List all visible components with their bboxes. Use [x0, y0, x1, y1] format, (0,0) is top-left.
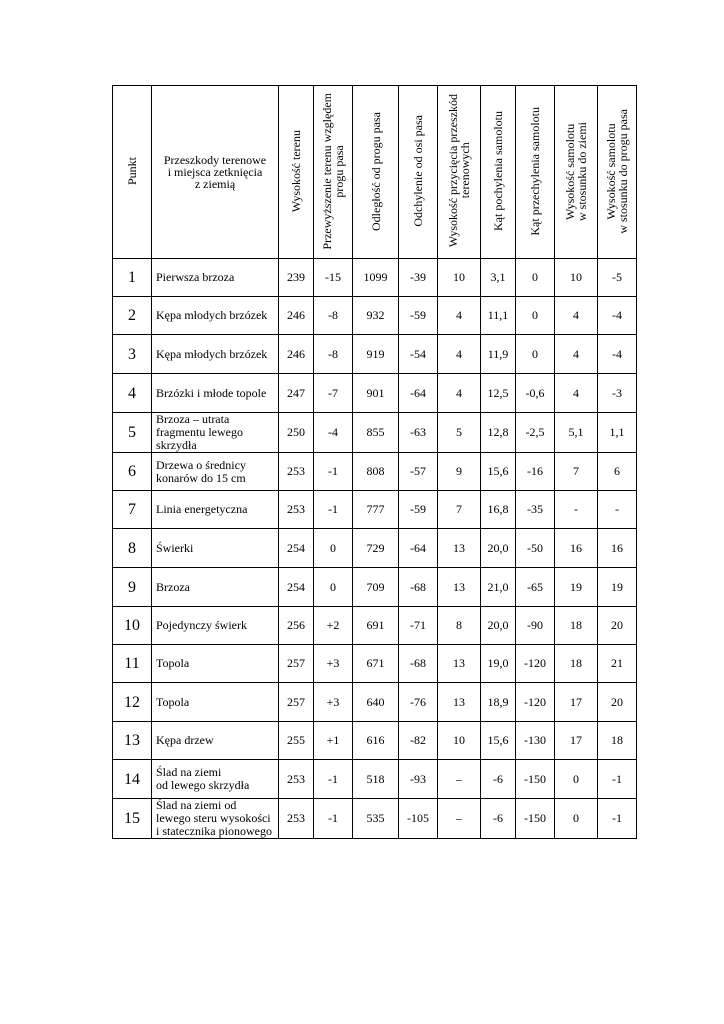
cell-wys-prog: -3	[598, 374, 637, 413]
header-wys-sam-prog	[598, 86, 637, 259]
cell-punkt: 9	[113, 568, 152, 607]
cell-wys-prog: 16	[598, 529, 637, 568]
header-wysokosc-przyciecia	[438, 86, 481, 259]
cell-przyciecie: 4	[438, 335, 481, 374]
cell-nazwa: Linia energetyczna	[152, 491, 279, 529]
cell-nazwa: Kępa młodych brzózek	[152, 335, 279, 374]
table-row	[113, 683, 637, 722]
header-przewyzszenie-label: Przewyższenie terenu względem progu pasa	[320, 92, 346, 250]
cell-punkt: 13	[113, 722, 152, 760]
cell-wysokosc: 253	[279, 453, 314, 491]
cell-punkt: 11	[113, 645, 152, 683]
cell-odchylenie: -68	[399, 645, 438, 683]
cell-pochylenie: 11,9	[481, 335, 516, 374]
cell-nazwa: Świerki	[152, 529, 279, 568]
cell-wys-ziemia: 7	[555, 453, 598, 491]
cell-wysokosc: 250	[279, 413, 314, 453]
cell-pochylenie: 21,0	[481, 568, 516, 607]
header-odleglosc	[353, 86, 399, 259]
cell-wysokosc: 253	[279, 760, 314, 799]
cell-wys-ziemia: -	[555, 491, 598, 529]
cell-pochylenie: 20,0	[481, 529, 516, 568]
header-kat-pochylenia-label: Kąt pochylenia samolotu	[491, 111, 505, 231]
table-row	[113, 607, 637, 645]
header-punkt	[113, 86, 152, 259]
cell-przyciecie: 10	[438, 259, 481, 297]
cell-nazwa: Ślad na ziemi od lewego skrzydła	[152, 760, 279, 799]
cell-nazwa: Brzoza – utrata fragmentu lewego skrzydła	[152, 413, 279, 453]
cell-przewyzszenie: -8	[314, 335, 353, 374]
cell-przyciecie: 4	[438, 297, 481, 335]
cell-pochylenie: 20,0	[481, 607, 516, 645]
cell-odchylenie: -93	[399, 760, 438, 799]
cell-pochylenie: 15,6	[481, 722, 516, 760]
table-row	[113, 491, 637, 529]
cell-wys-prog: -4	[598, 335, 637, 374]
cell-wys-prog: 6	[598, 453, 637, 491]
cell-pochylenie: 18,9	[481, 683, 516, 722]
cell-wys-prog: 20	[598, 607, 637, 645]
cell-wys-ziemia: 17	[555, 722, 598, 760]
cell-wys-prog: -4	[598, 297, 637, 335]
cell-pochylenie: 16,8	[481, 491, 516, 529]
cell-wysokosc: 253	[279, 491, 314, 529]
cell-punkt: 15	[113, 799, 152, 839]
table-row	[113, 297, 637, 335]
cell-przechylenie: -130	[516, 722, 555, 760]
cell-punkt: 2	[113, 297, 152, 335]
header-wys-sam-prog-label: Wysokość samolotu w stosunku do progu pasa	[604, 108, 630, 234]
cell-pochylenie: -6	[481, 799, 516, 839]
cell-przyciecie: 13	[438, 529, 481, 568]
header-wysokosc-terenu-label: Wysokość terenu	[289, 129, 303, 213]
cell-przechylenie: -120	[516, 645, 555, 683]
cell-przewyzszenie: -1	[314, 799, 353, 839]
cell-przewyzszenie: -15	[314, 259, 353, 297]
cell-przyciecie: 4	[438, 374, 481, 413]
cell-wys-prog: -5	[598, 259, 637, 297]
cell-wys-ziemia: 4	[555, 297, 598, 335]
cell-wysokosc: 254	[279, 568, 314, 607]
cell-przechylenie: -0,6	[516, 374, 555, 413]
cell-pochylenie: 11,1	[481, 297, 516, 335]
cell-odleglosc: 691	[353, 607, 399, 645]
cell-wysokosc: 257	[279, 683, 314, 722]
cell-wys-prog: 19	[598, 568, 637, 607]
cell-pochylenie: 3,1	[481, 259, 516, 297]
cell-wysokosc: 254	[279, 529, 314, 568]
cell-odleglosc: 808	[353, 453, 399, 491]
cell-nazwa: Brzoza	[152, 568, 279, 607]
header-odchylenie-label: Odchylenie od osi pasa	[411, 115, 425, 227]
obstacles-table	[112, 85, 637, 839]
cell-przyciecie: 10	[438, 722, 481, 760]
cell-wys-ziemia: 16	[555, 529, 598, 568]
header-przewyzszenie	[314, 86, 353, 259]
cell-wys-ziemia: 18	[555, 607, 598, 645]
cell-pochylenie: -6	[481, 760, 516, 799]
header-kat-pochylenia	[481, 86, 516, 259]
cell-punkt: 7	[113, 491, 152, 529]
cell-przewyzszenie: -1	[314, 453, 353, 491]
cell-nazwa: Pierwsza brzoza	[152, 259, 279, 297]
cell-przewyzszenie: +3	[314, 645, 353, 683]
cell-pochylenie: 19,0	[481, 645, 516, 683]
cell-nazwa: Brzózki i młode topole	[152, 374, 279, 413]
cell-wys-ziemia: 5,1	[555, 413, 598, 453]
cell-odchylenie: -71	[399, 607, 438, 645]
cell-pochylenie: 15,6	[481, 453, 516, 491]
table-row	[113, 259, 637, 297]
header-row	[113, 86, 637, 259]
cell-wys-ziemia: 19	[555, 568, 598, 607]
cell-odchylenie: -54	[399, 335, 438, 374]
cell-odleglosc: 1099	[353, 259, 399, 297]
cell-odchylenie: -64	[399, 529, 438, 568]
cell-przyciecie: 7	[438, 491, 481, 529]
cell-punkt: 3	[113, 335, 152, 374]
cell-nazwa: Pojedynczy świerk	[152, 607, 279, 645]
header-odleglosc-label: Odległość od progu pasa	[368, 111, 383, 231]
table-row	[113, 799, 637, 839]
cell-przechylenie: -50	[516, 529, 555, 568]
cell-wys-ziemia: 0	[555, 760, 598, 799]
cell-wysokosc: 257	[279, 645, 314, 683]
cell-punkt: 4	[113, 374, 152, 413]
cell-przechylenie: -65	[516, 568, 555, 607]
cell-przechylenie: -16	[516, 453, 555, 491]
cell-wys-ziemia: 18	[555, 645, 598, 683]
cell-odchylenie: -76	[399, 683, 438, 722]
cell-punkt: 12	[113, 683, 152, 722]
cell-odleglosc: 777	[353, 491, 399, 529]
table-row	[113, 722, 637, 760]
cell-przewyzszenie: +2	[314, 607, 353, 645]
header-kat-przechylenia	[516, 86, 555, 259]
cell-odchylenie: -59	[399, 297, 438, 335]
cell-nazwa: Drzewa o średnicy konarów do 15 cm	[152, 453, 279, 491]
cell-odleglosc: 535	[353, 799, 399, 839]
cell-przyciecie: 8	[438, 607, 481, 645]
header-wys-sam-ziemia-label: Wysokość samolotu w stosunku do ziemi	[563, 121, 589, 221]
table-row	[113, 453, 637, 491]
cell-odleglosc: 671	[353, 645, 399, 683]
cell-wys-prog: -1	[598, 799, 637, 839]
cell-odleglosc: 709	[353, 568, 399, 607]
cell-punkt: 5	[113, 413, 152, 453]
cell-odchylenie: -59	[399, 491, 438, 529]
cell-odchylenie: -57	[399, 453, 438, 491]
cell-odleglosc: 901	[353, 374, 399, 413]
cell-odleglosc: 640	[353, 683, 399, 722]
table-row	[113, 529, 637, 568]
cell-wys-prog: 21	[598, 645, 637, 683]
cell-przyciecie: –	[438, 760, 481, 799]
cell-wysokosc: 247	[279, 374, 314, 413]
cell-pochylenie: 12,8	[481, 413, 516, 453]
cell-przewyzszenie: -1	[314, 760, 353, 799]
header-kat-przechylenia-label: Kąt przechylenia samolotu	[528, 106, 542, 236]
header-przeszkody: Przeszkody terenowe i miejsca zetknięcia z ziemią	[152, 86, 279, 259]
cell-przyciecie: 9	[438, 453, 481, 491]
cell-wys-ziemia: 4	[555, 374, 598, 413]
header-wysokosc-przyciecia-label: Wysokość przycięcia przeszkód terenowych	[446, 94, 472, 248]
cell-odchylenie: -63	[399, 413, 438, 453]
cell-przechylenie: -120	[516, 683, 555, 722]
header-wysokosc-terenu	[279, 86, 314, 259]
cell-przechylenie: -35	[516, 491, 555, 529]
cell-wysokosc: 256	[279, 607, 314, 645]
cell-odleglosc: 616	[353, 722, 399, 760]
table-row	[113, 568, 637, 607]
header-odchylenie	[399, 86, 438, 259]
cell-wys-prog: -	[598, 491, 637, 529]
cell-wysokosc: 246	[279, 297, 314, 335]
cell-wys-prog: 20	[598, 683, 637, 722]
cell-odchylenie: -105	[399, 799, 438, 839]
cell-przechylenie: -150	[516, 760, 555, 799]
cell-wys-ziemia: 0	[555, 799, 598, 839]
table-body	[113, 259, 637, 839]
cell-nazwa: Ślad na ziemi od lewego steru wysokości i statecznika pionowego	[152, 799, 279, 839]
cell-odchylenie: -64	[399, 374, 438, 413]
cell-wys-prog: -1	[598, 760, 637, 799]
cell-odchylenie: -68	[399, 568, 438, 607]
cell-przewyzszenie: 0	[314, 529, 353, 568]
cell-przyciecie: 13	[438, 568, 481, 607]
cell-wysokosc: 246	[279, 335, 314, 374]
cell-punkt: 10	[113, 607, 152, 645]
cell-punkt: 6	[113, 453, 152, 491]
cell-przewyzszenie: -7	[314, 374, 353, 413]
cell-nazwa: Topola	[152, 645, 279, 683]
cell-wysokosc: 255	[279, 722, 314, 760]
cell-przewyzszenie: +3	[314, 683, 353, 722]
cell-przewyzszenie: -8	[314, 297, 353, 335]
cell-przechylenie: -90	[516, 607, 555, 645]
cell-przyciecie: 13	[438, 645, 481, 683]
cell-wys-prog: 1,1	[598, 413, 637, 453]
cell-przyciecie: –	[438, 799, 481, 839]
cell-odchylenie: -39	[399, 259, 438, 297]
cell-przewyzszenie: -4	[314, 413, 353, 453]
cell-przechylenie: -2,5	[516, 413, 555, 453]
cell-przechylenie: 0	[516, 259, 555, 297]
cell-nazwa: Topola	[152, 683, 279, 722]
cell-przyciecie: 5	[438, 413, 481, 453]
cell-odleglosc: 932	[353, 297, 399, 335]
cell-wysokosc: 239	[279, 259, 314, 297]
cell-przechylenie: 0	[516, 335, 555, 374]
cell-odchylenie: -82	[399, 722, 438, 760]
cell-przewyzszenie: +1	[314, 722, 353, 760]
cell-wys-ziemia: 10	[555, 259, 598, 297]
table-row	[113, 413, 637, 453]
cell-wys-ziemia: 4	[555, 335, 598, 374]
table-row	[113, 335, 637, 374]
cell-punkt: 8	[113, 529, 152, 568]
header-wys-sam-ziemia	[555, 86, 598, 259]
cell-wys-prog: 18	[598, 722, 637, 760]
table-row	[113, 374, 637, 413]
cell-przewyzszenie: -1	[314, 491, 353, 529]
cell-pochylenie: 12,5	[481, 374, 516, 413]
cell-nazwa: Kępa drzew	[152, 722, 279, 760]
cell-punkt: 1	[113, 259, 152, 297]
cell-przewyzszenie: 0	[314, 568, 353, 607]
table-row	[113, 645, 637, 683]
cell-odleglosc: 729	[353, 529, 399, 568]
cell-punkt: 14	[113, 760, 152, 799]
header-punkt-label: Punkt	[125, 156, 139, 185]
cell-nazwa: Kępa młodych brzózek	[152, 297, 279, 335]
table-row	[113, 760, 637, 799]
cell-przechylenie: -150	[516, 799, 555, 839]
cell-wysokosc: 253	[279, 799, 314, 839]
cell-przechylenie: 0	[516, 297, 555, 335]
cell-wys-ziemia: 17	[555, 683, 598, 722]
cell-odleglosc: 518	[353, 760, 399, 799]
cell-odleglosc: 855	[353, 413, 399, 453]
cell-przyciecie: 13	[438, 683, 481, 722]
cell-odleglosc: 919	[353, 335, 399, 374]
